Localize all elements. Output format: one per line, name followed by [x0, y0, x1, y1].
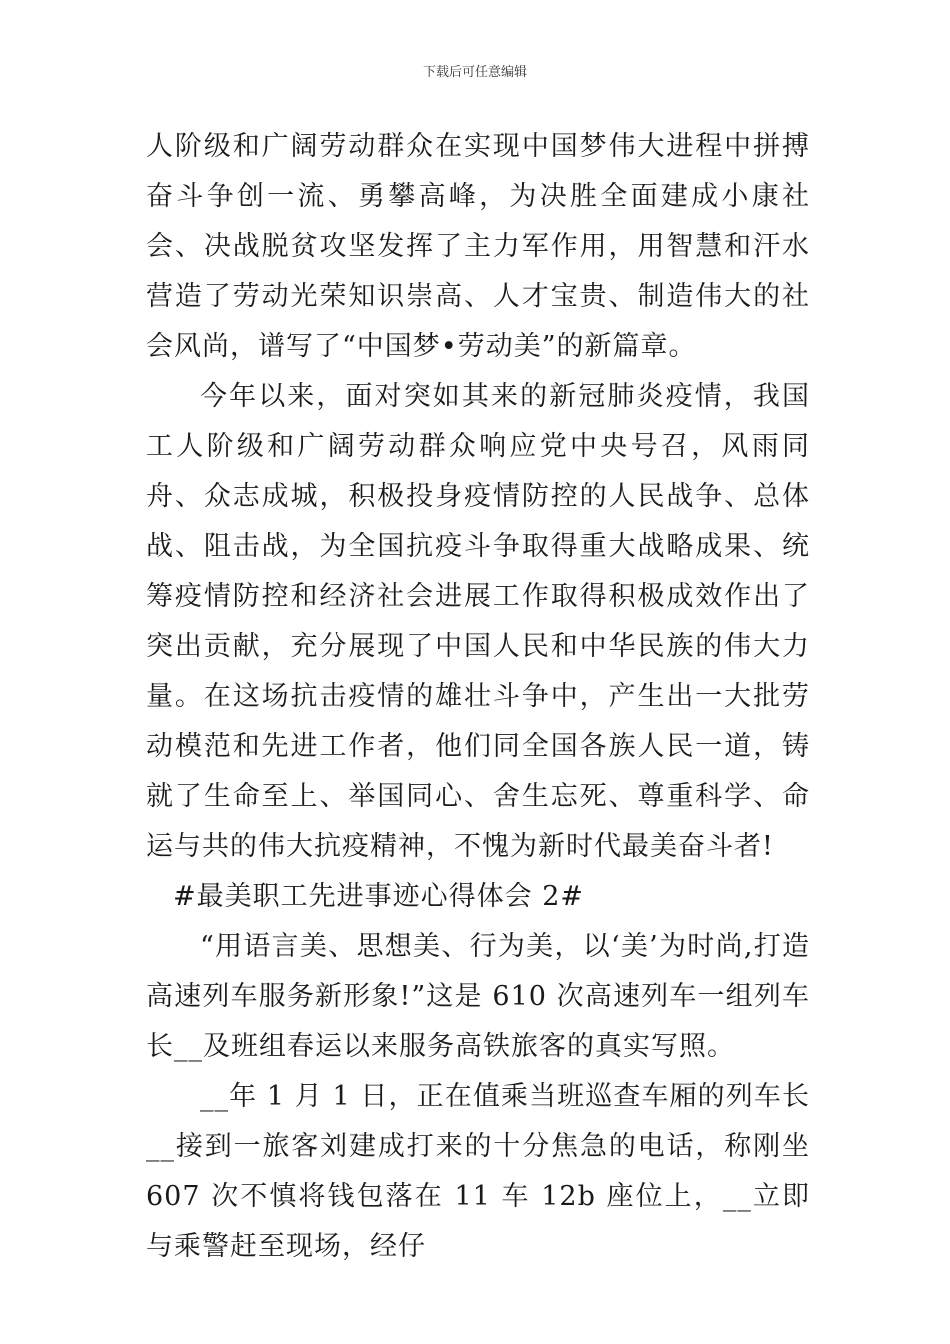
document-body	[146, 122, 810, 1272]
paragraph-4: __年 1 月 1 日，正在值乘当班巡查车厢的列车长__接到一旅客刘建成打来的十分焦急的电话，称刚坐 607 次不慎将钱包落在 11 车 12b 座位上，__立即与乘警赶至现场，经仔	[146, 1081, 810, 1262]
paragraph-1: 人阶级和广阔劳动群众在实现中国梦伟大进程中拼搏奋斗争创一流、勇攀高峰，为决胜全面建成小康社会、决战脱贫攻坚发挥了主力军作用，用智慧和汗水营造了劳动光荣知识崇高、人才宝贵、制造伟大的社会风尚，谱写了“中国梦•劳动美”的新篇章。	[146, 131, 810, 362]
section-heading: #最美职工先进事迹心得体会 2#	[173, 881, 585, 912]
paragraph-3: “用语言美、思想美、行为美，以‘美’为时尚,打造高速列车服务新形象!”这是 610 次高速列车一组列车长__及班组春运以来服务高铁旅客的真实写照。	[146, 931, 810, 1062]
paragraph-2: 今年以来，面对突如其来的新冠肺炎疫情，我国工人阶级和广阔劳动群众响应党中央号召，风雨同舟、众志成城，积极投身疫情防控的人民战争、总体战、阻击战，为全国抗疫斗争取得重大战略成果、统筹疫情防控和经济社会进展工作取得积极成效作出了突出贡献，充分展现了中国人民和中华民族的伟大力量。在这场抗击疫情的雄壮斗争中，产生出一大批劳动模范和先进工作者，他们同全国各族人民一道，铸就了生命至上、举国同心、舍生忘死、尊重科学、命运与共的伟大抗疫精神，不愧为新时代最美奋斗者!	[146, 381, 810, 862]
page-header-note: 下载后可任意编辑	[422, 65, 527, 80]
